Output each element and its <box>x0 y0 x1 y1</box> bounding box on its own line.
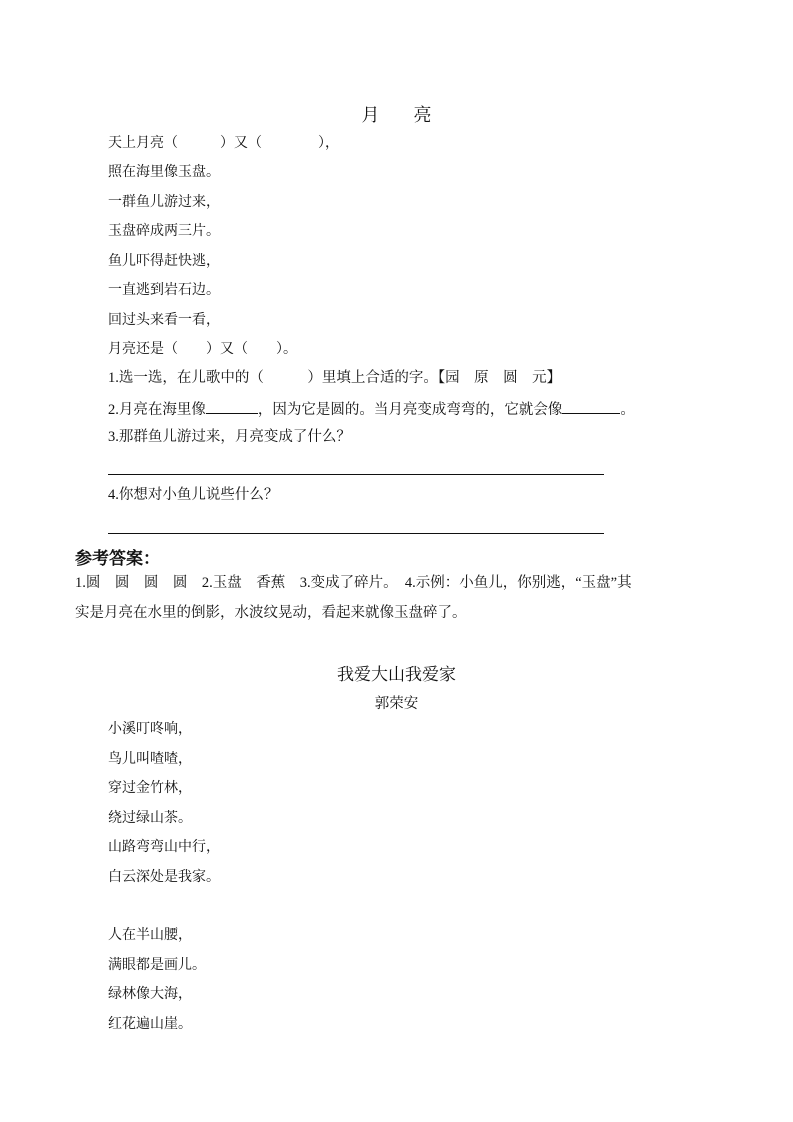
poem2-line: 绕过绿山茶。 <box>108 810 192 826</box>
poem2-line: 人在半山腰， <box>108 927 192 943</box>
question-4: 4.你想对小鱼儿说些什么？ <box>108 487 279 503</box>
poem2-title: 我爱大山我爱家 <box>337 665 456 685</box>
poem1-line: 玉盘碎成两三片。 <box>108 223 220 239</box>
poem1-line: 照在海里像玉盘。 <box>108 164 220 180</box>
answer-line-q4[interactable] <box>108 533 604 534</box>
poem1-title-char2: 亮 <box>413 105 432 126</box>
question-1: 1.选一选，在儿歌中的（ ）里填上合适的字。【园 原 圆 元】 <box>108 370 562 386</box>
fill-blank-2[interactable] <box>562 399 620 414</box>
poem1-line: 天上月亮（ ）又（ ）， <box>108 135 339 151</box>
answer-line-q3[interactable] <box>108 474 604 475</box>
poem1-title-char1: 月 <box>361 105 380 126</box>
poem2-author: 郭荣安 <box>374 696 419 712</box>
question-2-part3: 。 <box>620 402 635 418</box>
poem2-line: 绿林像大海， <box>108 986 192 1002</box>
question-2-part2: ，因为它是圆的。当月亮变成弯弯的，它就会像 <box>257 402 563 418</box>
poem2-line: 红花遍山崖。 <box>108 1016 192 1032</box>
poem1-line: 回过头来看一看， <box>108 312 220 328</box>
poem2-line: 山路弯弯山中行， <box>108 839 220 855</box>
poem2-line: 小溪叮咚响， <box>108 721 192 737</box>
poem2-line: 穿过金竹林， <box>108 780 192 796</box>
poem2-line: 白云深处是我家。 <box>108 869 220 885</box>
answers-line-2: 实是月亮在水里的倒影，水波纹晃动，看起来就像玉盘碎了。 <box>75 605 467 621</box>
poem1-line: 一群鱼儿游过来， <box>108 194 220 210</box>
answers-heading: 参考答案： <box>75 549 160 569</box>
question-2-part1: 2.月亮在海里像 <box>108 402 206 418</box>
poem1-line: 一直逃到岩石边。 <box>108 282 220 298</box>
poem1-line: 鱼儿吓得赶快逃， <box>108 253 220 269</box>
poem1-title <box>0 101 793 127</box>
poem1-line: 月亮还是（ ）又（ ）。 <box>108 341 297 357</box>
answers-line-1: 1.圆 圆 圆 圆 2.玉盘 香蕉 3.变成了碎片。 4.示例：小鱼儿，你别逃，“玉盘”其 <box>75 575 632 591</box>
poem2-line: 鸟儿叫喳喳， <box>108 751 192 767</box>
poem2-line: 满眼都是画儿。 <box>108 957 206 973</box>
fill-blank-1[interactable] <box>206 399 258 414</box>
question-2 <box>108 399 635 419</box>
question-3: 3.那群鱼儿游过来，月亮变成了什么？ <box>108 429 351 445</box>
